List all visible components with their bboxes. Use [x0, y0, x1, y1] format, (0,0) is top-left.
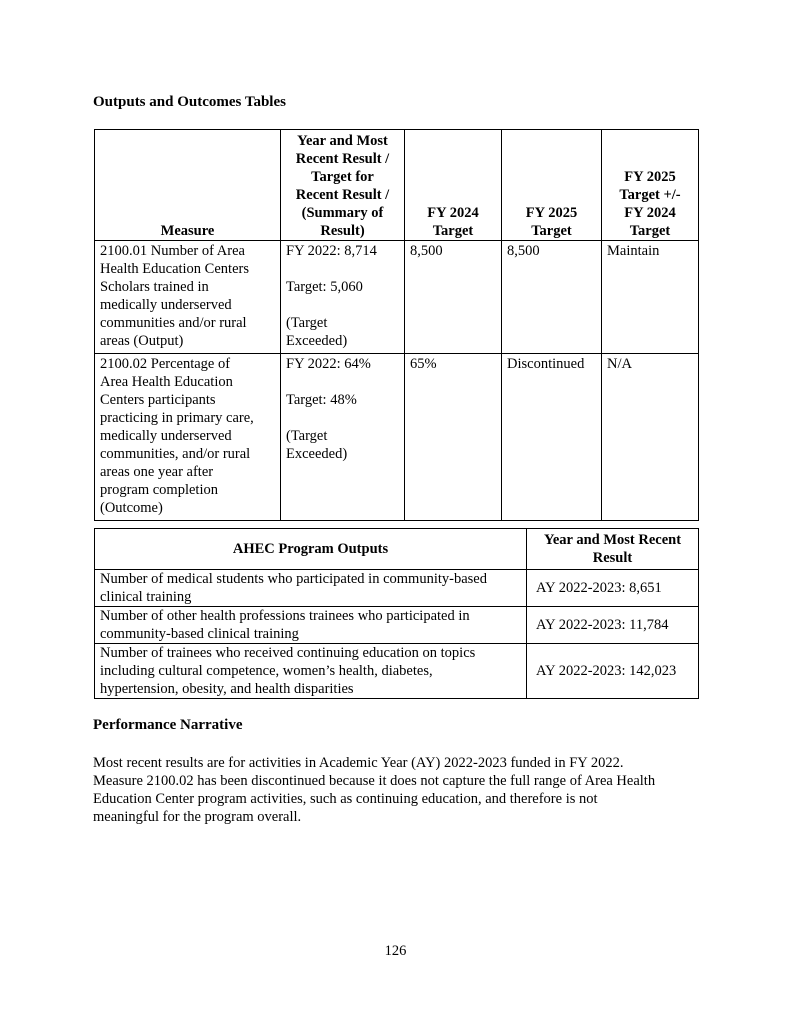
output-result-cell: AY 2022-2023: 142,023 — [527, 644, 699, 699]
header-fy2025-target: FY 2025 Target — [502, 130, 602, 241]
output-cell: Number of medical students who participated in community-based clinical training — [95, 570, 527, 607]
table-row — [95, 644, 699, 699]
output-cell: Number of other health professions trainees who participated in community-based clinical training — [95, 607, 527, 644]
fy2025-target-cell: Discontinued — [502, 354, 602, 521]
target-difference-cell: Maintain — [602, 241, 699, 354]
fy2024-target-cell: 8,500 — [405, 241, 502, 354]
table-row — [95, 607, 699, 644]
section-title: Outputs and Outcomes Tables — [93, 94, 286, 110]
table-row — [95, 354, 699, 521]
header-fy2024-target: FY 2024 Target — [405, 130, 502, 241]
header-target-difference: FY 2025 Target +/- FY 2024 Target — [602, 130, 699, 241]
fy2024-target-cell: 65% — [405, 354, 502, 521]
table-row — [95, 570, 699, 607]
header-program-outputs: AHEC Program Outputs — [95, 529, 527, 570]
outputs-header-row — [95, 529, 699, 570]
measure-cell: 2100.02 Percentage of Area Health Education Centers participants practicing in primary care, medically underserved communities, and/or rural areas one year after program completion (Outcome) — [95, 354, 281, 521]
recent-result-cell: FY 2022: 64% Target: 48% (Target Exceeded) — [281, 354, 405, 521]
fy2025-target-cell: 8,500 — [502, 241, 602, 354]
output-result-cell: AY 2022-2023: 8,651 — [527, 570, 699, 607]
table-row — [95, 241, 699, 354]
outcomes-table — [94, 129, 699, 521]
measure-cell: 2100.01 Number of Area Health Education Centers Scholars trained in medically underserved communities and/or rural areas (Output) — [95, 241, 281, 354]
recent-result-cell: FY 2022: 8,714 Target: 5,060 (Target Exceeded) — [281, 241, 405, 354]
narrative-paragraph: Most recent results are for activities in Academic Year (AY) 2022-2023 funded in FY 2022. Measure 2100.02 has been discontinued because it does not capture the full range of Area Health Education Center program activities, such as continuing education, and therefore is not meaningful for the program overall. — [93, 755, 656, 825]
outcomes-header-row — [95, 130, 699, 241]
page-number: 126 — [384, 943, 407, 959]
header-measure: Measure — [95, 130, 281, 241]
target-difference-cell: N/A — [602, 354, 699, 521]
header-year-recent-result: Year and Most Recent Result — [527, 529, 699, 570]
output-result-cell: AY 2022-2023: 11,784 — [527, 607, 699, 644]
output-cell: Number of trainees who received continuing education on topics including cultural competence, women’s health, diabetes, hypertension, obesity, and health disparities — [95, 644, 527, 699]
outputs-table — [94, 528, 699, 699]
header-recent-result: Year and Most Recent Result / Target for Recent Result / (Summary of Result) — [281, 130, 405, 241]
narrative-title: Performance Narrative — [93, 717, 243, 733]
